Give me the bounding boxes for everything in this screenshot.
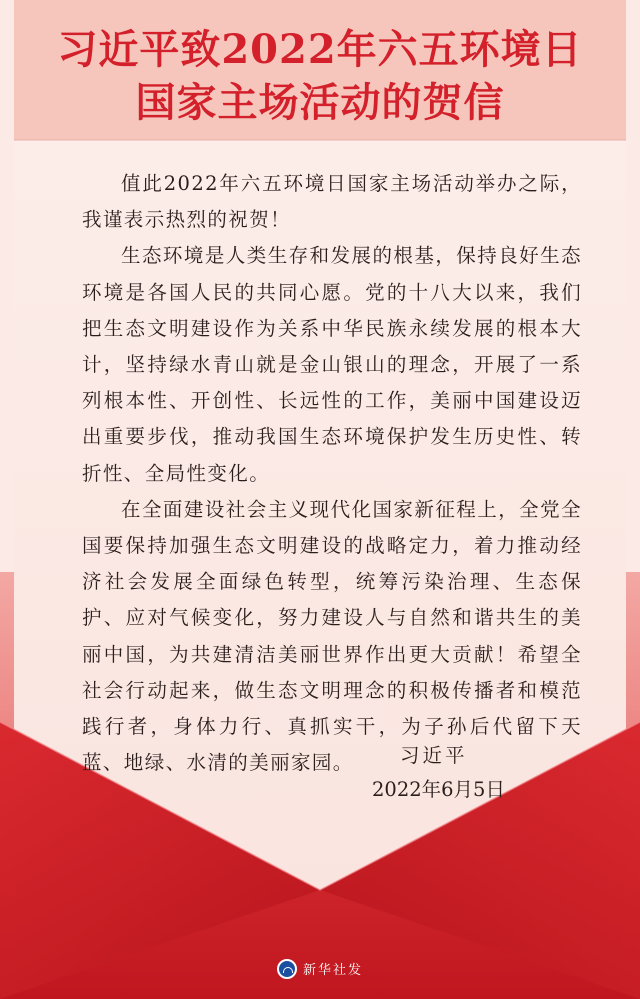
letter-body — [82, 166, 582, 781]
footer — [0, 958, 640, 979]
title-line-2: 国家主场活动的贺信 — [135, 79, 505, 126]
signature: 习近平 — [400, 744, 468, 767]
letter-paragraph-1: 值此2022年六五环境日国家主场活动举办之际，我谨表示热烈的祝贺！ — [82, 172, 582, 232]
letter-paragraph-3: 在全面建设社会主义现代化国家新征程上，全党全国要保持加强生态文明建设的战略定力，着力推动经济社会发展全面绿色转型，统筹污染治理、生态保护、应对气候变化，努力建设人与自然和谐共生的美丽中国，为共建清洁美丽世界作出更大贡献！希望全社会行动起来，做生态文明理念的积极传播者和模范践行者，身体力行、真抓实干，为子孙后代留下天蓝、地绿、水清的美丽家园。 — [82, 497, 582, 775]
title-line-1: 习近平致2022年六五环境日 — [57, 26, 583, 73]
letter-date: 2022年6月5日 — [372, 778, 505, 801]
letter-paragraph-2: 生态环境是人类生存和发展的根基，保持良好生态环境是各国人民的共同心愿。党的十八大以来，我们把生态文明建设作为关系中华民族永续发展的根本大计，坚持绿水青山就是金山银山的理念，开展了一系列根本性、开创性、长远性的工作，美丽中国建设迈出重要步伐，推动我国生态环境保护发生历史性、转折性、全局性变化。 — [82, 244, 582, 485]
xinhua-logo-icon — [277, 959, 297, 979]
publisher-credit: 新华社发 — [302, 963, 363, 978]
